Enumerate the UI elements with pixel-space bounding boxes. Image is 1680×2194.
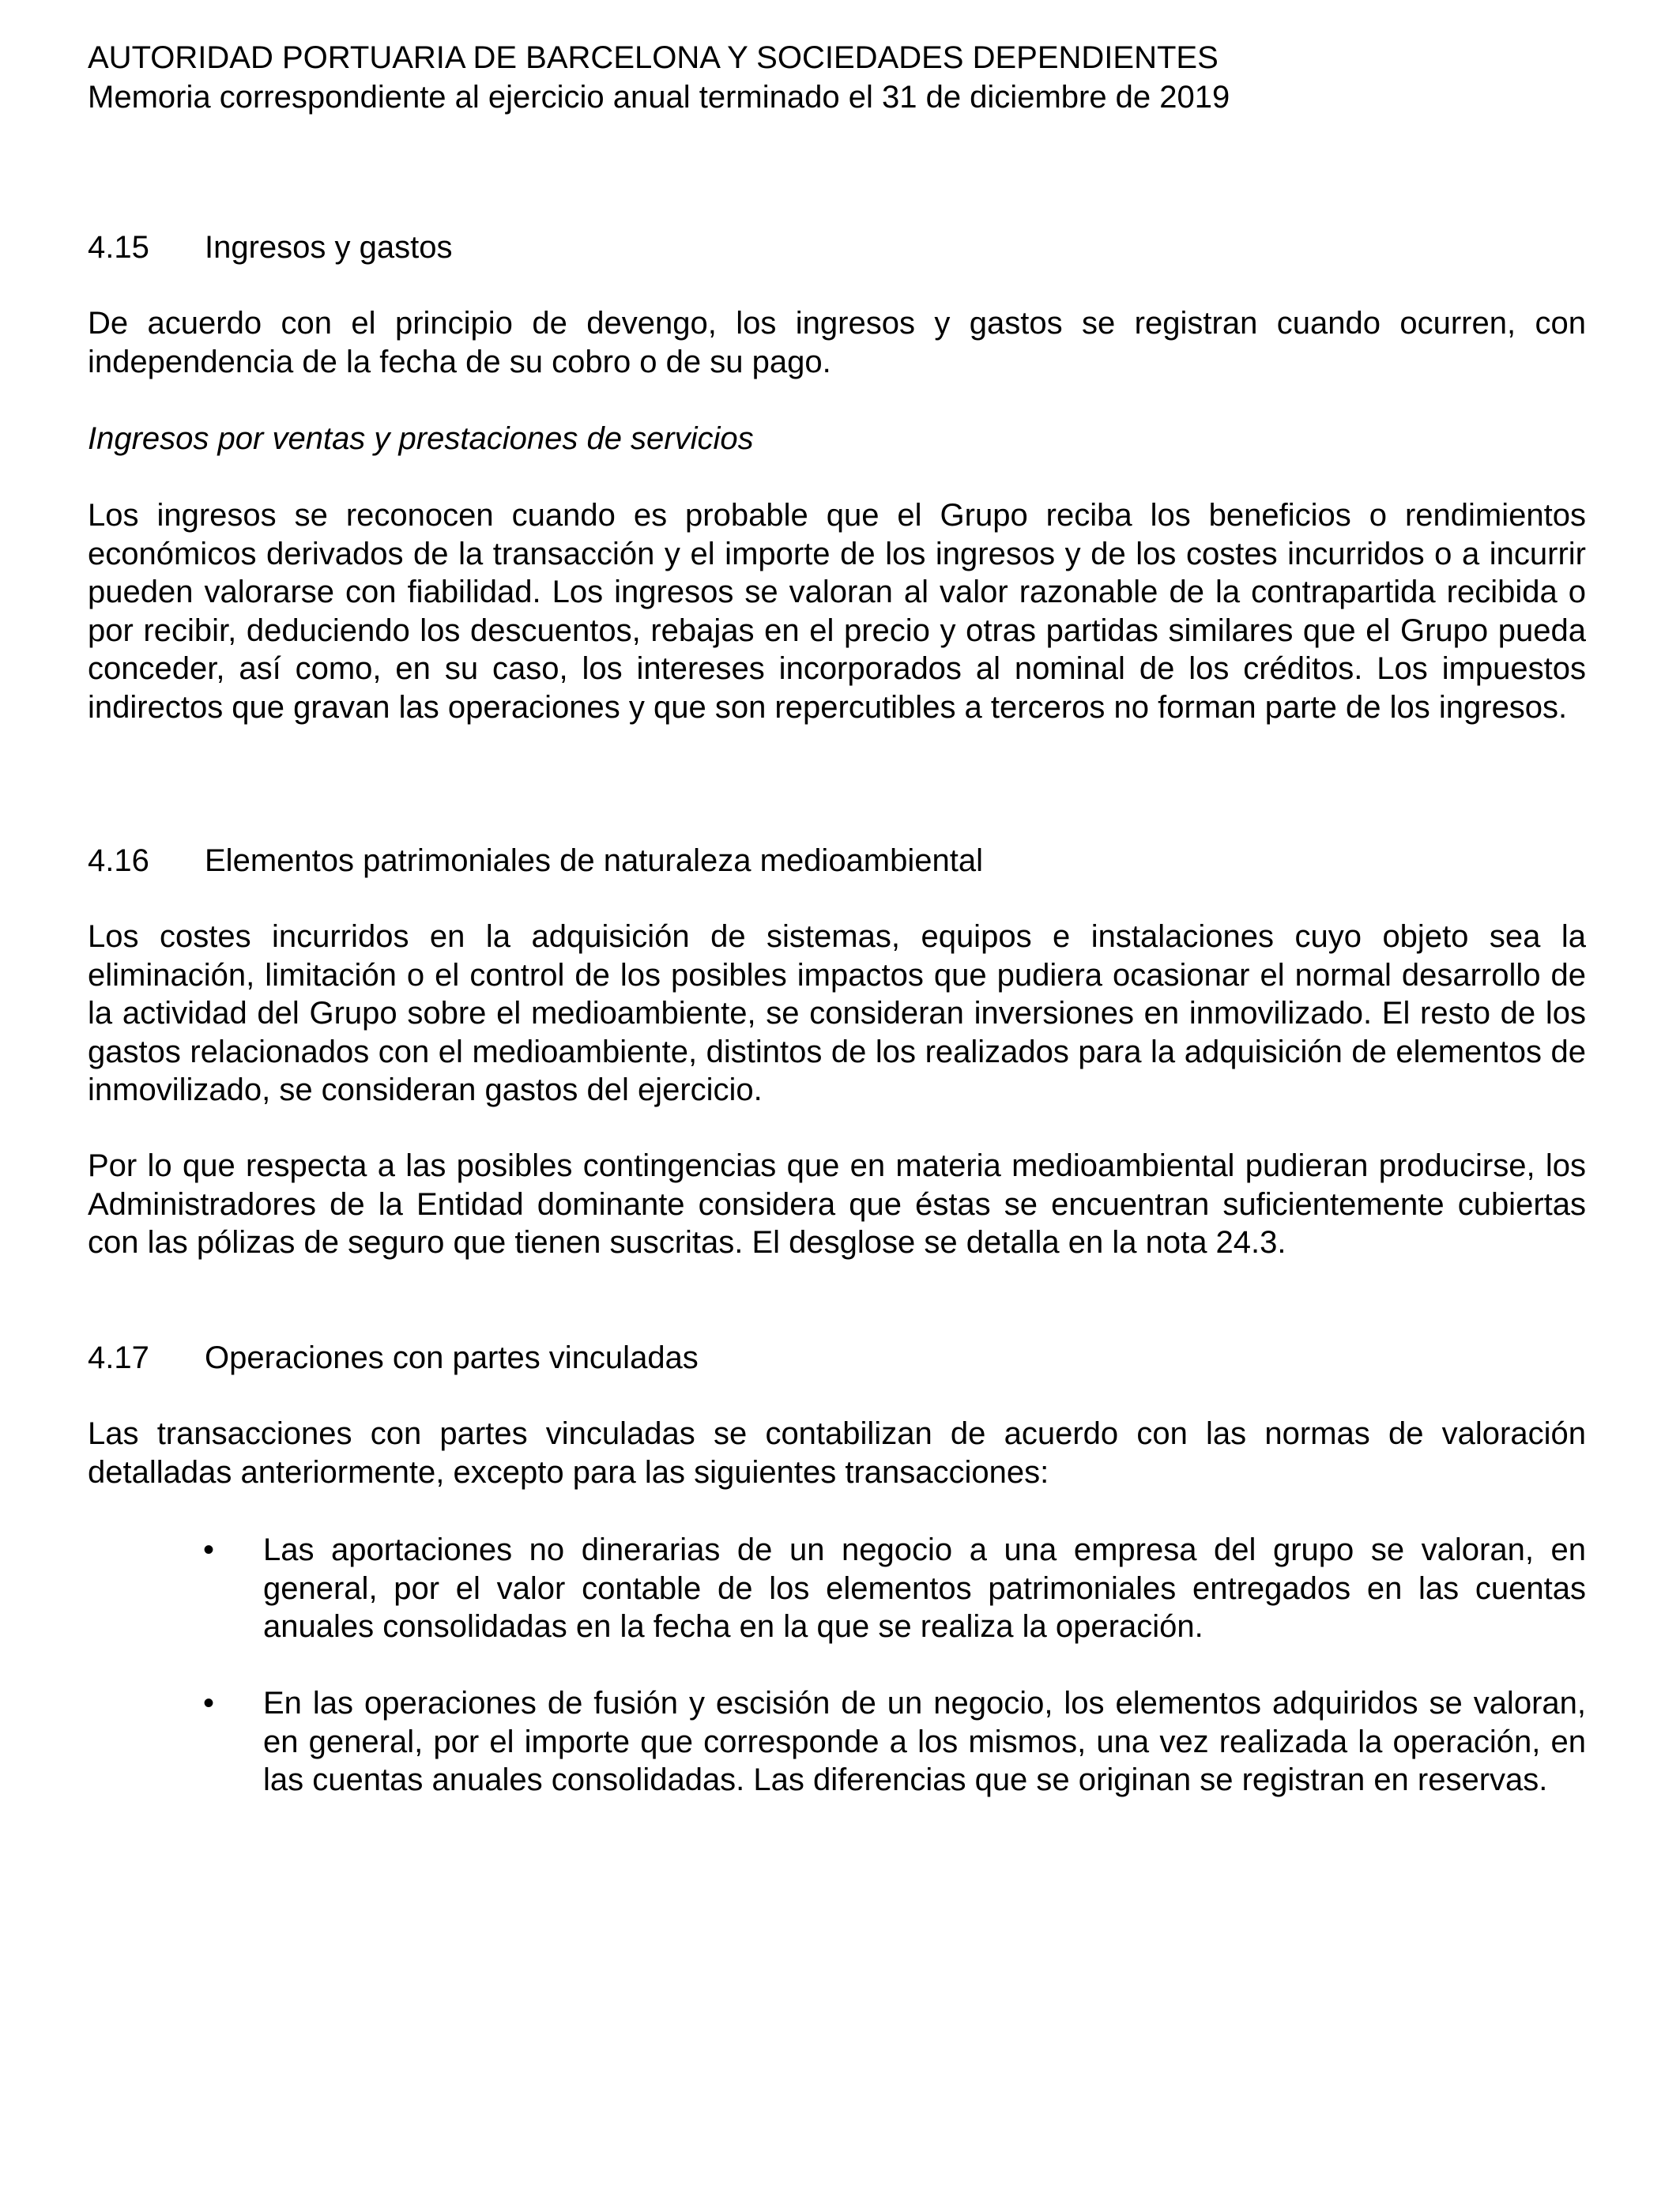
header-entity: AUTORIDAD PORTUARIA DE BARCELONA Y SOCIEDADES DEPENDIENTES [88, 40, 1219, 75]
section-heading-4-17 [88, 1338, 699, 1378]
bullet-marker: • [203, 1686, 215, 1721]
subheading: Ingresos por ventas y prestaciones de servicios [88, 421, 754, 456]
section-heading-4-15 [88, 228, 453, 267]
section-title: Operaciones con partes vinculadas [205, 1340, 699, 1375]
paragraph: Las transacciones con partes vinculadas se contabilizan de acuerdo con las normas de valoración detalladas anteriormente, excepto para las siguientes transacciones: [88, 1416, 1586, 1490]
paragraph: Por lo que respecta a las posibles contingencias que en materia medioambiental pudieran producirse, los Administradores de la Entidad dominante considera que éstas se encuentran suficientemente cubiertas con las pólizas de seguro que tienen suscritas. El desglose se detalla en la nota 24.3. [88, 1148, 1586, 1260]
section-number: 4.15 [88, 230, 149, 265]
section-title: Ingresos y gastos [205, 230, 453, 265]
paragraph: De acuerdo con el principio de devengo, los ingresos y gastos se registran cuando ocurren, con independencia de la fecha de su cobro o de su pago. [88, 306, 1586, 379]
section-title: Elementos patrimoniales de naturaleza medioambiental [205, 843, 983, 878]
bullet-marker: • [203, 1532, 215, 1567]
section-number: 4.16 [88, 843, 149, 878]
header-subtitle: Memoria correspondiente al ejercicio anual terminado el 31 de diciembre de 2019 [88, 80, 1230, 115]
paragraph: Los ingresos se reconocen cuando es probable que el Grupo reciba los beneficios o rendimientos económicos derivados de la transacción y el importe de los ingresos y de los costes incurridos o a incurrir pueden valorarse con fiabilidad. Los ingresos se valoran al valor razonable de la contrapartida recibida o por recibir, deduciendo los descuentos, rebajas en el precio y otras partidas similares que el Grupo pueda conceder, así como, en su caso, los intereses incorporados al nominal de los créditos. Los impuestos indirectos que gravan las operaciones y que son repercutibles a terceros no forman parte de los ingresos. [88, 498, 1586, 725]
list-item-text: En las operaciones de fusión y escisión de un negocio, los elementos adquiridos se valoran, en general, por el importe que corresponde a los mismos, una vez realizada la operación, en las cuentas anuales consolidadas. Las diferencias que se originan se registran en reservas. [263, 1686, 1586, 1797]
paragraph: Los costes incurridos en la adquisición de sistemas, equipos e instalaciones cuyo objeto sea la eliminación, limitación o el control de los posibles impactos que pudiera ocasionar el normal desarrollo de la actividad del Grupo sobre el medioambiente, se consideran inversiones en inmovilizado. El resto de los gastos relacionados con el medioambiente, distintos de los realizados para la adquisición de elementos de inmovilizado, se consideran gastos del ejercicio. [88, 919, 1586, 1107]
document-page [88, 38, 1586, 1797]
list-item-text: Las aportaciones no dinerarias de un negocio a una empresa del grupo se valoran, en general, por el valor contable de los elementos patrimoniales entregados en las cuentas anuales consolidadas en la fecha en la que se realiza la operación. [263, 1532, 1586, 1644]
section-number: 4.17 [88, 1340, 149, 1375]
section-heading-4-16 [88, 841, 983, 880]
